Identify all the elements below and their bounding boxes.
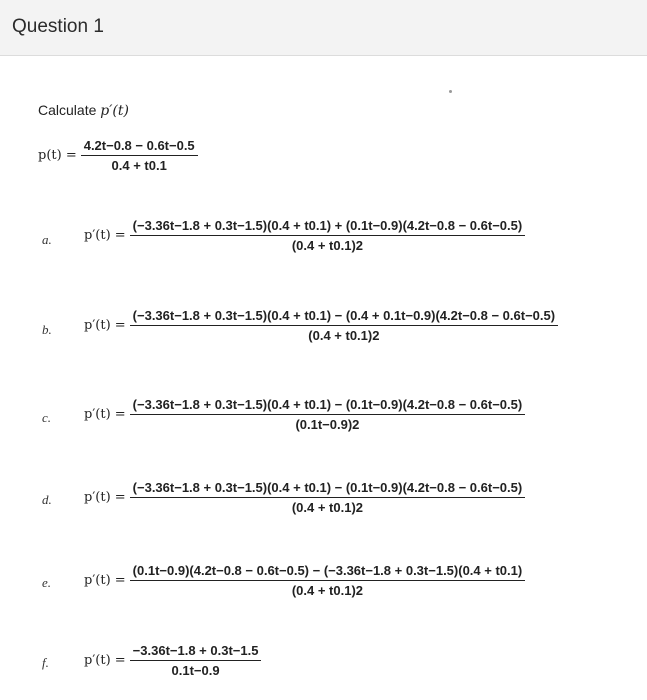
option-b-fraction [130,308,558,343]
option-a-denominator: (0.4 + t0.1)2 [291,238,364,253]
option-d-denominator: (0.4 + t0.1)2 [291,500,364,515]
option-a-label[interactable]: a. [42,232,52,247]
option-b-numerator: (−3.36t−1.8 + 0.3t−1.5)(0.4 + t0.1) − (0.4 + 0.1t−0.9)(4.2t−0.8 − 0.6t−0.5) [130,308,558,326]
given-denominator: 0.4 + t0.1 [111,158,167,173]
option-d-label[interactable]: d. [42,492,52,507]
option-d-numerator: (−3.36t−1.8 + 0.3t−1.5)(0.4 + t0.1) − (0.1t−0.9)(4.2t−0.8 − 0.6t−0.5) [130,480,526,498]
option-e-fraction [130,563,526,598]
option-f-denominator: 0.1t−0.9 [171,663,220,678]
option-e-numerator: (0.1t−0.9)(4.2t−0.8 − 0.6t−0.5) − (−3.36t−1.8 + 0.3t−1.5)(0.4 + t0.1) [130,563,526,581]
option-c-denominator: (0.1t−0.9)2 [295,417,360,432]
option-a-lhs: p′(t) = [84,228,126,243]
prompt-prefix: Calculate [38,102,101,118]
option-e-denominator: (0.4 + t0.1)2 [291,583,364,598]
option-e[interactable] [84,563,525,598]
option-d-lhs: p′(t) = [84,490,126,505]
prompt-expression: p′(t) [100,103,129,119]
option-c-fraction [130,397,526,432]
option-c-label[interactable]: c. [42,410,52,425]
option-b-label[interactable]: b. [42,322,52,337]
option-f[interactable] [84,643,261,678]
given-numerator: 4.2t−0.8 − 0.6t−0.5 [81,138,198,156]
option-f-label[interactable]: f. [42,655,49,670]
option-b-denominator: (0.4 + t0.1)2 [308,328,380,343]
option-a-numerator: (−3.36t−1.8 + 0.3t−1.5)(0.4 + t0.1) + (0.1t−0.9)(4.2t−0.8 − 0.6t−0.5) [130,218,526,236]
given-lhs: p(t) = [38,148,77,163]
option-c-lhs: p′(t) = [84,407,126,422]
option-d[interactable] [84,480,525,515]
option-a-fraction [130,218,526,253]
option-e-lhs: p′(t) = [84,573,126,588]
option-b-lhs: p′(t) = [84,318,126,333]
given-function [38,138,198,173]
question-prompt [38,102,129,119]
option-e-label[interactable]: e. [42,575,52,590]
option-f-numerator: −3.36t−1.8 + 0.3t−1.5 [130,643,262,661]
stray-dot [449,90,452,93]
option-d-fraction [130,480,526,515]
option-c[interactable] [84,397,525,432]
question-header [0,0,647,56]
question-title: Question 1 [12,16,104,37]
option-c-numerator: (−3.36t−1.8 + 0.3t−1.5)(0.4 + t0.1) − (0.1t−0.9)(4.2t−0.8 − 0.6t−0.5) [130,397,526,415]
option-f-fraction [130,643,262,678]
option-f-lhs: p′(t) = [84,653,126,668]
option-b[interactable] [84,308,558,343]
option-a[interactable] [84,218,525,253]
given-fraction [81,138,198,173]
